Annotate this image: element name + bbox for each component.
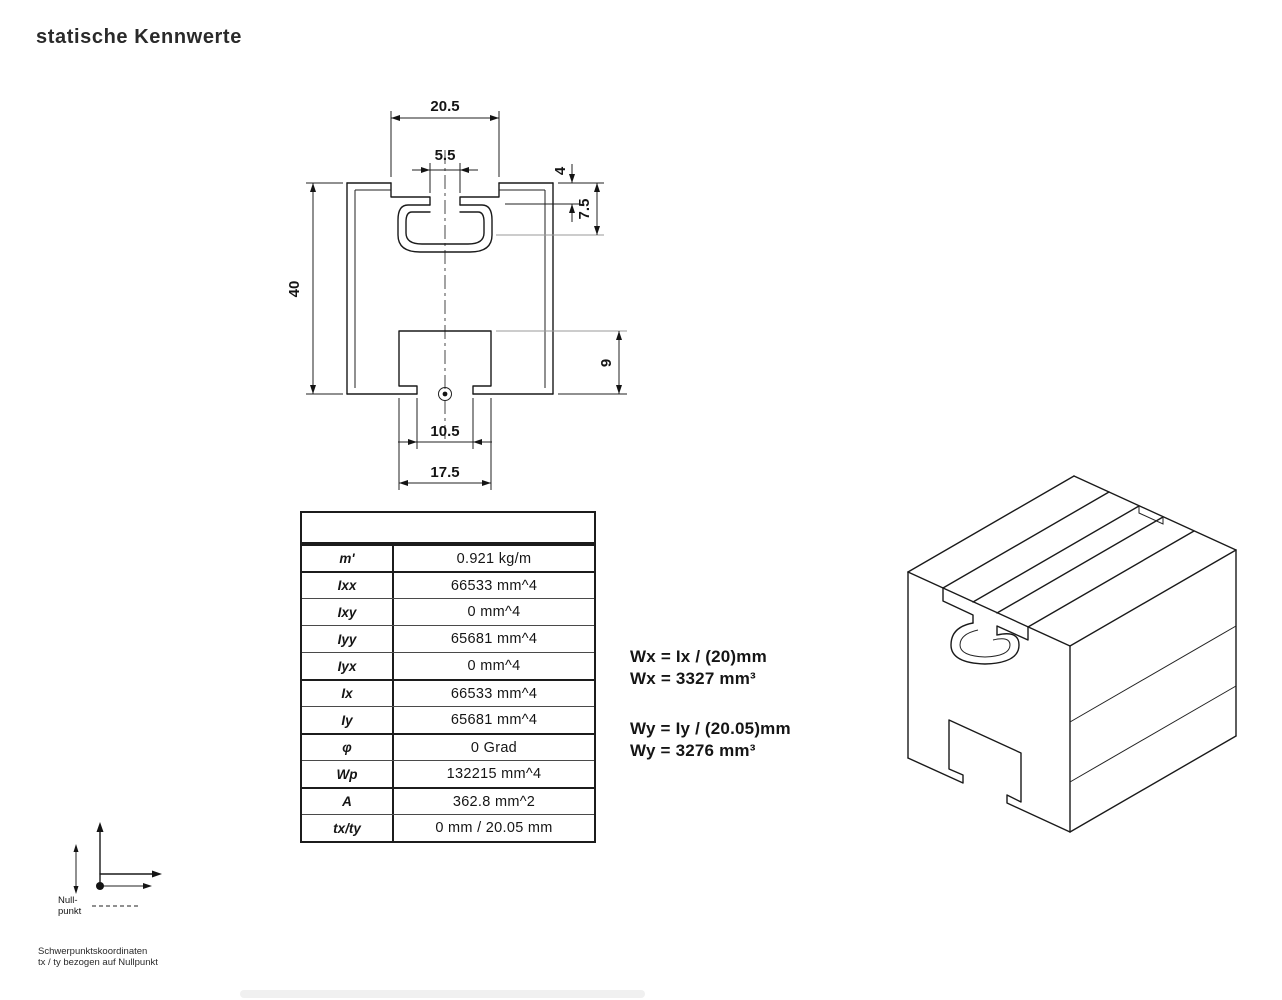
dim-slot-width: 5.5 xyxy=(434,147,456,164)
axis-arrows xyxy=(74,822,163,894)
isometric-profile-view xyxy=(880,440,1260,850)
row-label: φ xyxy=(302,735,394,760)
footer-line-2: tx / ty bezogen auf Nullpunkt xyxy=(38,957,158,968)
table-row xyxy=(302,787,594,814)
wy-formula: Wy = Iy / (20.05)mm xyxy=(630,719,791,738)
row-value: 0 mm^4 xyxy=(467,604,521,620)
dim-lip-depth: 4 xyxy=(552,166,569,176)
section-modulus-formulas xyxy=(630,646,791,762)
row-label: Ixy xyxy=(302,599,394,625)
table-header-row xyxy=(302,513,594,544)
dim-bottom-channel-height: 9 xyxy=(598,358,615,368)
cross-section-drawing xyxy=(270,78,690,508)
dimension-lines xyxy=(310,115,622,486)
nullpunkt-marker xyxy=(439,388,452,401)
formula-gap xyxy=(630,690,791,718)
row-value: 66533 mm^4 xyxy=(450,577,538,594)
row-value: 65681 mm^4 xyxy=(450,712,538,728)
row-value: 0.921 kg/m xyxy=(456,550,532,567)
nullpunkt-label-line2: punkt xyxy=(58,906,82,917)
row-value: 132215 mm^4 xyxy=(446,766,542,782)
table-row xyxy=(302,706,594,733)
table-row xyxy=(302,814,594,841)
bottom-strip xyxy=(240,990,645,998)
table-row xyxy=(302,679,594,706)
dim-bottom-channel-width: 17.5 xyxy=(430,464,460,481)
row-label: Iyy xyxy=(302,626,394,652)
row-value: 65681 mm^4 xyxy=(450,631,538,647)
row-label: Wp xyxy=(302,761,394,787)
table-row xyxy=(302,652,594,679)
row-label: Ix xyxy=(302,681,394,706)
iso-top-groove xyxy=(943,492,1194,627)
footer-line-1: Schwerpunktskoordinaten xyxy=(38,946,148,957)
row-label: Iyx xyxy=(302,653,394,679)
iso-front-face-section xyxy=(943,588,1028,664)
dim-top-width: 20.5 xyxy=(430,98,460,115)
table-row xyxy=(302,625,594,652)
row-label: m' xyxy=(302,546,394,571)
footer-note xyxy=(38,946,158,968)
dim-bottom-slot-width: 10.5 xyxy=(430,423,460,440)
row-label: A xyxy=(302,789,394,814)
row-value: 66533 mm^4 xyxy=(450,685,538,702)
row-value: 0 mm / 20.05 mm xyxy=(435,820,553,836)
table-row xyxy=(302,733,594,760)
row-label: Iy xyxy=(302,707,394,733)
wx-formula: Wx = Ix / (20)mm xyxy=(630,647,767,666)
iso-side-face-lines xyxy=(1070,626,1236,782)
row-value: 0 mm^4 xyxy=(467,658,521,674)
wx-value: Wx = 3327 mm³ xyxy=(630,669,756,688)
nullpunkt-label-line1: Null- xyxy=(58,895,78,906)
table-row xyxy=(302,598,594,625)
row-label: tx/ty xyxy=(302,815,394,841)
row-value: 0 Grad xyxy=(470,739,518,756)
coordinate-origin-sketch xyxy=(45,810,195,935)
table-row xyxy=(302,760,594,787)
row-value: 362.8 mm^2 xyxy=(452,793,536,810)
table-row xyxy=(302,544,594,571)
page-title: statische Kennwerte xyxy=(36,26,242,48)
row-label: Ixx xyxy=(302,573,394,598)
static-values-table xyxy=(300,511,596,843)
profile-outline xyxy=(347,183,553,394)
dim-height: 40 xyxy=(286,280,303,298)
dim-channel-depth: 7.5 xyxy=(576,198,593,220)
table-row xyxy=(302,571,594,598)
wy-value: Wy = 3276 mm³ xyxy=(630,741,756,760)
